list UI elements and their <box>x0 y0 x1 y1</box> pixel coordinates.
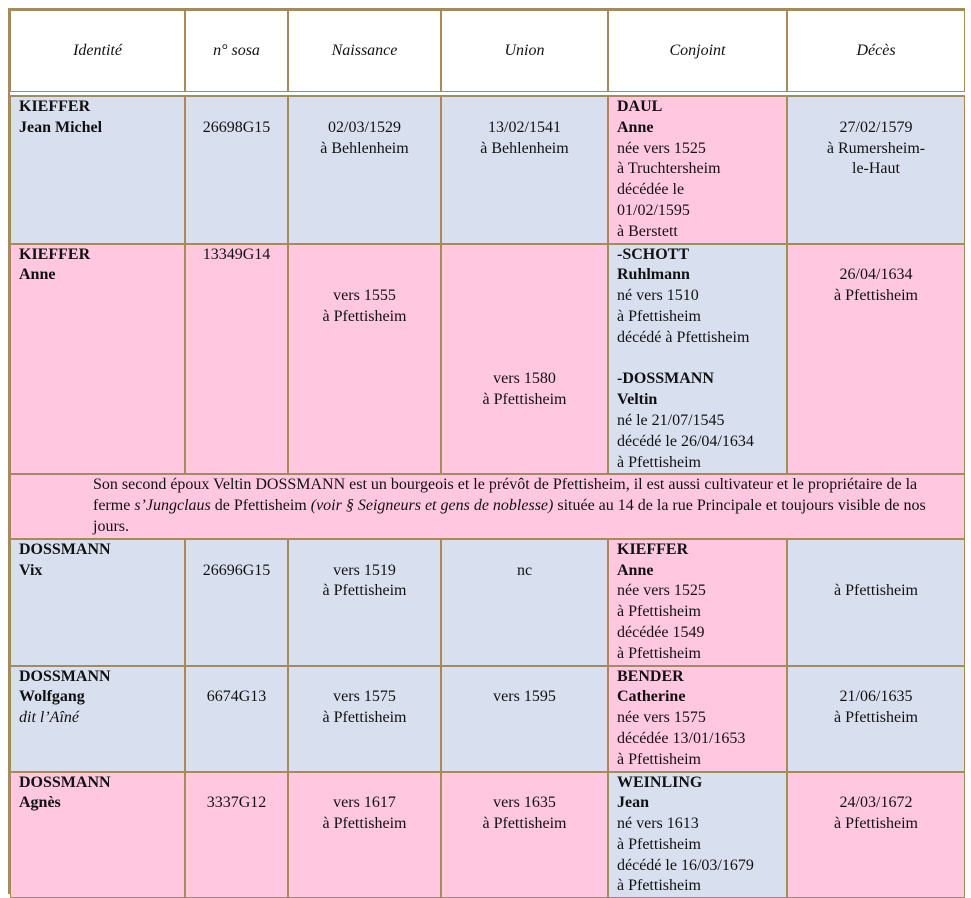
conjoint-cell <box>608 539 787 666</box>
deces-cell <box>787 666 965 772</box>
naissance-date: vers 1555 <box>289 286 440 307</box>
naissance-lieu: à Pfettisheim <box>289 814 440 835</box>
sosa-value: 3337G12 <box>186 793 287 814</box>
nom: DOSSMANN <box>19 540 184 561</box>
prenom: Wolfgang <box>19 687 184 708</box>
union-cell <box>441 539 608 666</box>
table-row <box>10 666 965 772</box>
deces-date: 24/03/1672 <box>788 793 964 814</box>
conjoint-detail: décédée 13/01/1653 <box>617 729 786 750</box>
conjoint-detail: à Pfettisheim <box>617 876 786 897</box>
note-text: de Pfettisheim <box>211 497 311 514</box>
naissance-lieu: à Pfettisheim <box>289 581 440 602</box>
conjoint-detail: à Pfettisheim <box>617 835 786 856</box>
naissance-date: vers 1519 <box>289 561 440 582</box>
naissance-cell <box>288 666 441 772</box>
table-row <box>10 772 965 898</box>
table-row <box>10 539 965 666</box>
conjoint-detail: à Pfettisheim <box>617 307 786 328</box>
header-sosa: n° sosa <box>185 10 288 92</box>
union-lieu: à Pfettisheim <box>442 390 607 411</box>
conjoint-detail: 01/02/1595 <box>617 201 786 222</box>
sosa-value: 6674G13 <box>186 687 287 708</box>
nom: DOSSMANN <box>19 667 184 688</box>
conjoint-detail: décédé à Pfettisheim <box>617 328 786 349</box>
naissance-lieu: à Pfettisheim <box>289 307 440 328</box>
deces-date: 27/02/1579 <box>788 118 964 139</box>
conjoint-detail: décédé le 16/03/1679 <box>617 856 786 877</box>
sosa-value: 13349G14 <box>186 245 287 266</box>
deces-lieu: à Pfettisheim <box>788 814 964 835</box>
conjoint-detail: à Pfettisheim <box>617 644 786 665</box>
conjoint-detail: à Pfettisheim <box>617 750 786 771</box>
union-cell <box>441 666 608 772</box>
prenom: Anne <box>19 265 184 286</box>
deces-lieu: le-Haut <box>788 159 964 180</box>
header-row <box>10 10 965 92</box>
identite-cell <box>10 96 185 244</box>
deces-lieu: à Pfettisheim <box>788 286 964 307</box>
conjoint-cell <box>608 96 787 244</box>
note-row <box>10 474 965 538</box>
identite-cell <box>10 244 185 475</box>
nom: DOSSMANN <box>19 773 184 794</box>
conjoint-detail: à Pfettisheim <box>617 602 786 623</box>
conjoint-cell <box>608 244 787 475</box>
deces-cell <box>787 244 965 475</box>
naissance-lieu: à Pfettisheim <box>289 708 440 729</box>
surnom: dit l’Aîné <box>19 708 184 729</box>
naissance-date: 02/03/1529 <box>289 118 440 139</box>
union-cell <box>441 244 608 475</box>
table-row <box>10 96 965 244</box>
conjoint-detail: née vers 1525 <box>617 581 786 602</box>
union-date: vers 1635 <box>442 793 607 814</box>
conjoint-nom: -DOSSMANN <box>617 369 786 390</box>
conjoint-detail: née vers 1575 <box>617 708 786 729</box>
conjoint-cell <box>608 666 787 772</box>
conjoint-detail: décédé le 26/04/1634 <box>617 432 786 453</box>
union-lieu: à Behlenheim <box>442 139 607 160</box>
table-row <box>10 244 965 475</box>
conjoint-cell <box>608 772 787 898</box>
header-identite: Identité <box>10 10 185 92</box>
conjoint-detail: né le 21/07/1545 <box>617 411 786 432</box>
naissance-cell <box>288 96 441 244</box>
note-text: située au 14 de la rue Principale et toujours visible de nos jours. <box>93 497 926 535</box>
conjoint-nom: BENDER <box>617 667 786 688</box>
prenom: Vix <box>19 561 184 582</box>
deces-lieu: à Pfettisheim <box>788 581 964 602</box>
nom: KIEFFER <box>19 245 184 266</box>
sosa-value: 26698G15 <box>186 118 287 139</box>
prenom: Agnès <box>19 793 184 814</box>
conjoint-prenom: Jean <box>617 793 786 814</box>
conjoint-detail: à Berstett <box>617 222 786 243</box>
union-cell <box>441 772 608 898</box>
sosa-cell <box>185 96 288 244</box>
sosa-value: 26696G15 <box>186 561 287 582</box>
deces-lieu: à Rumersheim- <box>788 139 964 160</box>
sosa-cell <box>185 539 288 666</box>
conjoint-nom: DAUL <box>617 97 786 118</box>
note-text: Son second époux Veltin DOSSMANN est un bourgeois et le prévôt de Pfettisheim, il est aussi cultivateur et le propriétaire de la ferme <box>93 476 917 514</box>
deces-cell <box>787 539 965 666</box>
naissance-date: vers 1617 <box>289 793 440 814</box>
header-deces: Décès <box>787 10 965 92</box>
naissance-cell <box>288 772 441 898</box>
header-conjoint: Conjoint <box>608 10 787 92</box>
deces-cell <box>787 772 965 898</box>
union-cell <box>441 96 608 244</box>
identite-cell <box>10 772 185 898</box>
deces-date: 26/04/1634 <box>788 265 964 286</box>
naissance-lieu: à Behlenheim <box>289 139 440 160</box>
conjoint-nom: KIEFFER <box>617 540 786 561</box>
conjoint-detail: à Truchtersheim <box>617 159 786 180</box>
deces-lieu: à Pfettisheim <box>788 708 964 729</box>
header-naissance: Naissance <box>288 10 441 92</box>
union-lieu: à Pfettisheim <box>442 814 607 835</box>
identite-cell <box>10 666 185 772</box>
union-date: vers 1595 <box>442 687 607 708</box>
union-date: 13/02/1541 <box>442 118 607 139</box>
conjoint-detail: décédée le <box>617 180 786 201</box>
union-date: nc <box>442 561 607 582</box>
identite-cell <box>10 539 185 666</box>
conjoint-prenom: Veltin <box>617 390 786 411</box>
conjoint-detail: né vers 1510 <box>617 286 786 307</box>
sosa-cell <box>185 244 288 475</box>
conjoint-prenom: Ruhlmann <box>617 265 786 286</box>
note-reference: (voir § Seigneurs et gens de noblesse) <box>311 497 554 514</box>
conjoint-detail: né vers 1613 <box>617 814 786 835</box>
conjoint-prenom: Anne <box>617 561 786 582</box>
naissance-date: vers 1575 <box>289 687 440 708</box>
nom: KIEFFER <box>19 97 184 118</box>
note-cell <box>10 474 965 538</box>
conjoint-nom: -SCHOTT <box>617 245 786 266</box>
conjoint-nom: WEINLING <box>617 773 786 794</box>
genealogy-table <box>10 10 965 898</box>
conjoint-prenom: Anne <box>617 118 786 139</box>
sosa-cell <box>185 772 288 898</box>
deces-cell <box>787 96 965 244</box>
prenom: Jean Michel <box>19 118 184 139</box>
naissance-cell <box>288 244 441 475</box>
sosa-cell <box>185 666 288 772</box>
deces-date: 21/06/1635 <box>788 687 964 708</box>
conjoint-detail: décédée 1549 <box>617 623 786 644</box>
conjoint-detail: née vers 1525 <box>617 139 786 160</box>
note-ferme: s’Jungclaus <box>134 497 210 514</box>
conjoint-detail: à Pfettisheim <box>617 453 786 474</box>
naissance-cell <box>288 539 441 666</box>
conjoint-prenom: Catherine <box>617 687 786 708</box>
union-date: vers 1580 <box>442 369 607 390</box>
header-union: Union <box>441 10 608 92</box>
